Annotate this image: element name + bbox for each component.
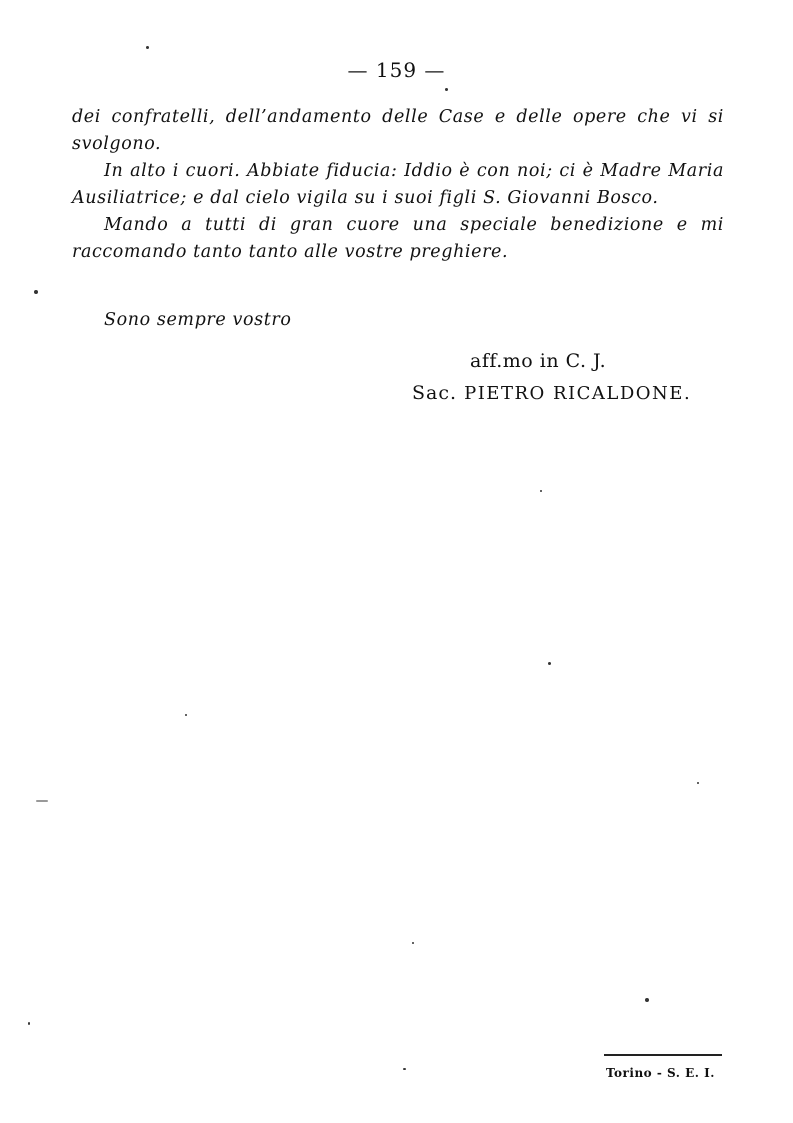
scan-speck <box>697 782 699 784</box>
scan-speck <box>36 800 48 802</box>
scan-speck <box>34 290 38 294</box>
paragraph-3: Mando a tutti di gran cuore una speciale benedizione e mi raccomando tanto tanto alle vostre preghiere. <box>72 215 724 262</box>
scan-speck <box>540 490 542 492</box>
printer-imprint: Torino - S. E. I. <box>606 1066 715 1080</box>
scan-speck <box>412 942 414 944</box>
paragraph-2: In alto i cuori. Abbiate fiducia: Iddio è con noi; ci è Madre Maria Ausiliatrice; e dal cielo vigila su i suoi figli S. Giovanni Bosco. <box>72 161 724 208</box>
closing-formula: Sono sempre vostro <box>104 310 292 330</box>
signature-name-line <box>412 382 691 404</box>
signature-name: PIETRO RICALDONE. <box>464 383 692 404</box>
scan-speck <box>185 714 187 716</box>
footer-rule <box>604 1054 722 1056</box>
scan-speck <box>146 46 149 49</box>
scan-speck <box>645 998 649 1002</box>
scan-speck <box>28 1022 30 1025</box>
signature-salutation: aff.mo in C. J. <box>470 350 607 372</box>
letter-body <box>72 104 724 266</box>
scan-speck <box>548 662 551 665</box>
scan-speck <box>445 88 448 91</box>
signature-title: Sac. <box>412 382 458 404</box>
scan-speck <box>403 1068 406 1070</box>
paragraph-1: dei confratelli, dell’andamento delle Case e delle opere che vi si svolgono. <box>72 107 724 154</box>
page-number: — 159 — <box>347 58 446 82</box>
